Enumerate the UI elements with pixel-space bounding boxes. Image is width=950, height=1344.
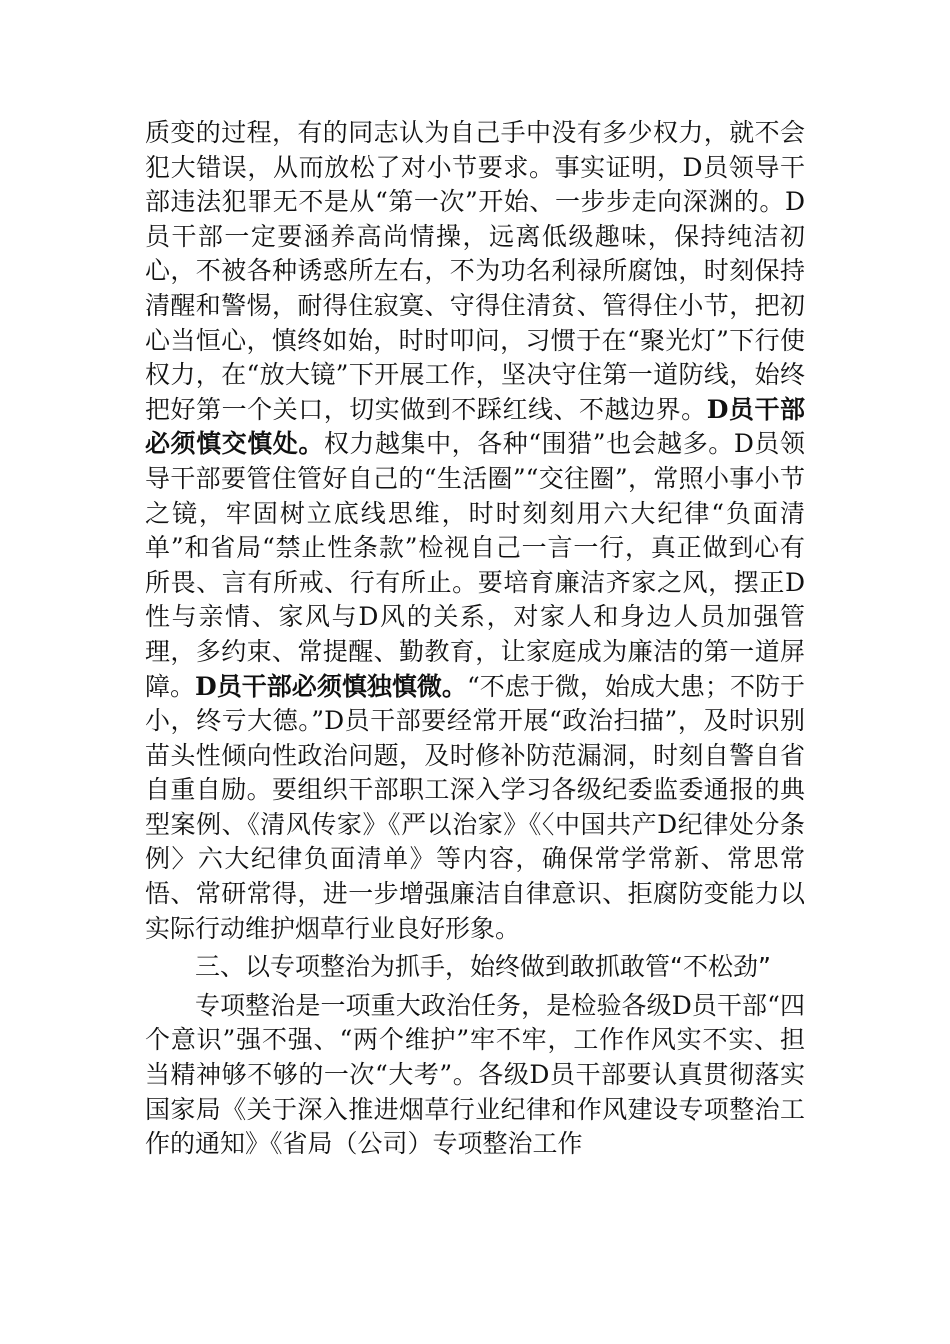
body-paragraph	[145, 116, 805, 946]
paragraph-text: “不虑于微，始成大患；不防于小，终亏大德。”D员干部要经常开展“政治扫描”，及时识别苗头性倾向性政治问题，及时修补防范漏洞，时刻自警自省自重自励。要组织干部职工深入学习各级纪委监委通报的典型案例、《清风传家》《严以治家》《〈中国共产D纪律处分条例〉六大纪律负面清单》等内容，确保常学常新、常思常悟、常研常得，进一步增强廉洁自律意识、拒腐防变能力以实际行动维护烟草行业良好形象。	[145, 671, 805, 943]
paragraph-text: 质变的过程，有的同志认为自己手中没有多少权力，就不会犯大错误，从而放松了对小节要求。事实证明，D员领导干部违法犯罪无不是从“第一次”开始、一步步走向深渊的。D员干部一定要涵养高尚情操，远离低级趣味，保持纯洁初心，不被各种诱惑所左右，不为功名利禄所腐蚀，时刻保持清醒和警惕，耐得住寂寞、守得住清贫、管得住小节，把初心当恒心，慎终如始，时时叩问，习惯于在“聚光灯”下行使权力，在“放大镜”下开展工作，坚决守住第一道防线，始终把好第一个关口，切实做到不踩红线、不越边界。	[145, 118, 805, 424]
bold-lead-sentence: D员干部必须慎交慎处。	[145, 394, 805, 459]
paragraph-text: 权力越集中，各种“围猎”也会越多。D员领导干部要管住管好自己的“生活圈”“交往圈”，常照小事小节之镜，牢固树立底线思维，时时刻刻用六大纪律“负面清单”和省局“禁止性条款”检视自己一言一行，真正做到心有所畏、言有所戒、行有所止。要培育廉洁齐家之风，摆正D性与亲情、家风与D风的关系，对家人和身边人员加强管理，多约束、常提醒、勤教育，让家庭成为廉洁的第一道屏障。	[145, 429, 805, 701]
bold-lead-sentence: D员干部必须慎独慎微。	[195, 671, 467, 701]
section-heading: 三、以专项整治为抓手，始终做到敢抓敢管“不松劲”	[195, 952, 771, 982]
body-paragraph: 专项整治是一项重大政治任务，是检验各级D员干部“四个意识”强不强、“两个维护”牢不牢，工作作风实不实、担当精神够不够的一次“大考”。各级D员干部要认真贯彻落实国家局《关于深入推进烟草行业纪律和作风建设专项整治工作的通知》《省局（公司）专项整治工作	[145, 990, 805, 1159]
document-body	[145, 116, 805, 1162]
